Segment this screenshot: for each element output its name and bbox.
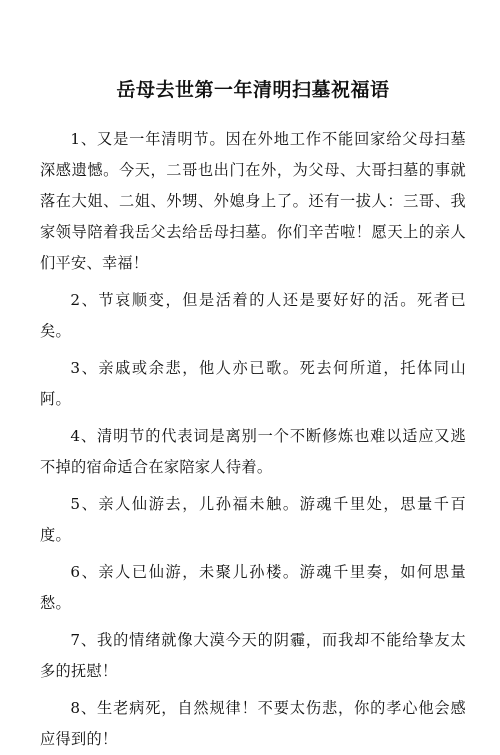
paragraph-6: 6、亲人已仙游，未聚儿孙楼。游魂千里奏，如何思量愁。 [40,563,466,612]
paragraph-7: 7、我的情绪就像大漠今天的阴霾，而我却不能给挚友太多的抚慰！ [40,631,466,680]
document-body [40,124,466,755]
document-title: 岳母去世第一年清明扫墓祝福语 [116,79,390,101]
paragraph-5: 5、亲人仙游去，儿孙福未触。游魂千里处，思量千百度。 [40,495,466,544]
paragraph-8: 8、生老病死，自然规律！不要太伤悲，你的孝心他会感应得到的！ [40,699,466,748]
paragraph-3: 3、亲戚或余悲，他人亦已歌。死去何所道，托体同山阿。 [40,359,466,408]
paragraph-2: 2、节哀顺变，但是活着的人还是要好好的活。死者已矣。 [40,291,466,340]
paragraph-4: 4、清明节的代表词是离别一个不断修炼也难以适应又逃不掉的宿命适合在家陪家人待着。 [40,427,466,476]
paragraph-1: 1、又是一年清明节。因在外地工作不能回家给父母扫墓深感遗憾。今天，二哥也出门在外，为父母、大哥扫墓的事就落在大姐、二姐、外甥、外媳身上了。还有一拔人：三哥、我家领导陪着我岳父去给岳母扫墓。你们辛苦啦！愿天上的亲人们平安、幸福！ [40,130,466,272]
